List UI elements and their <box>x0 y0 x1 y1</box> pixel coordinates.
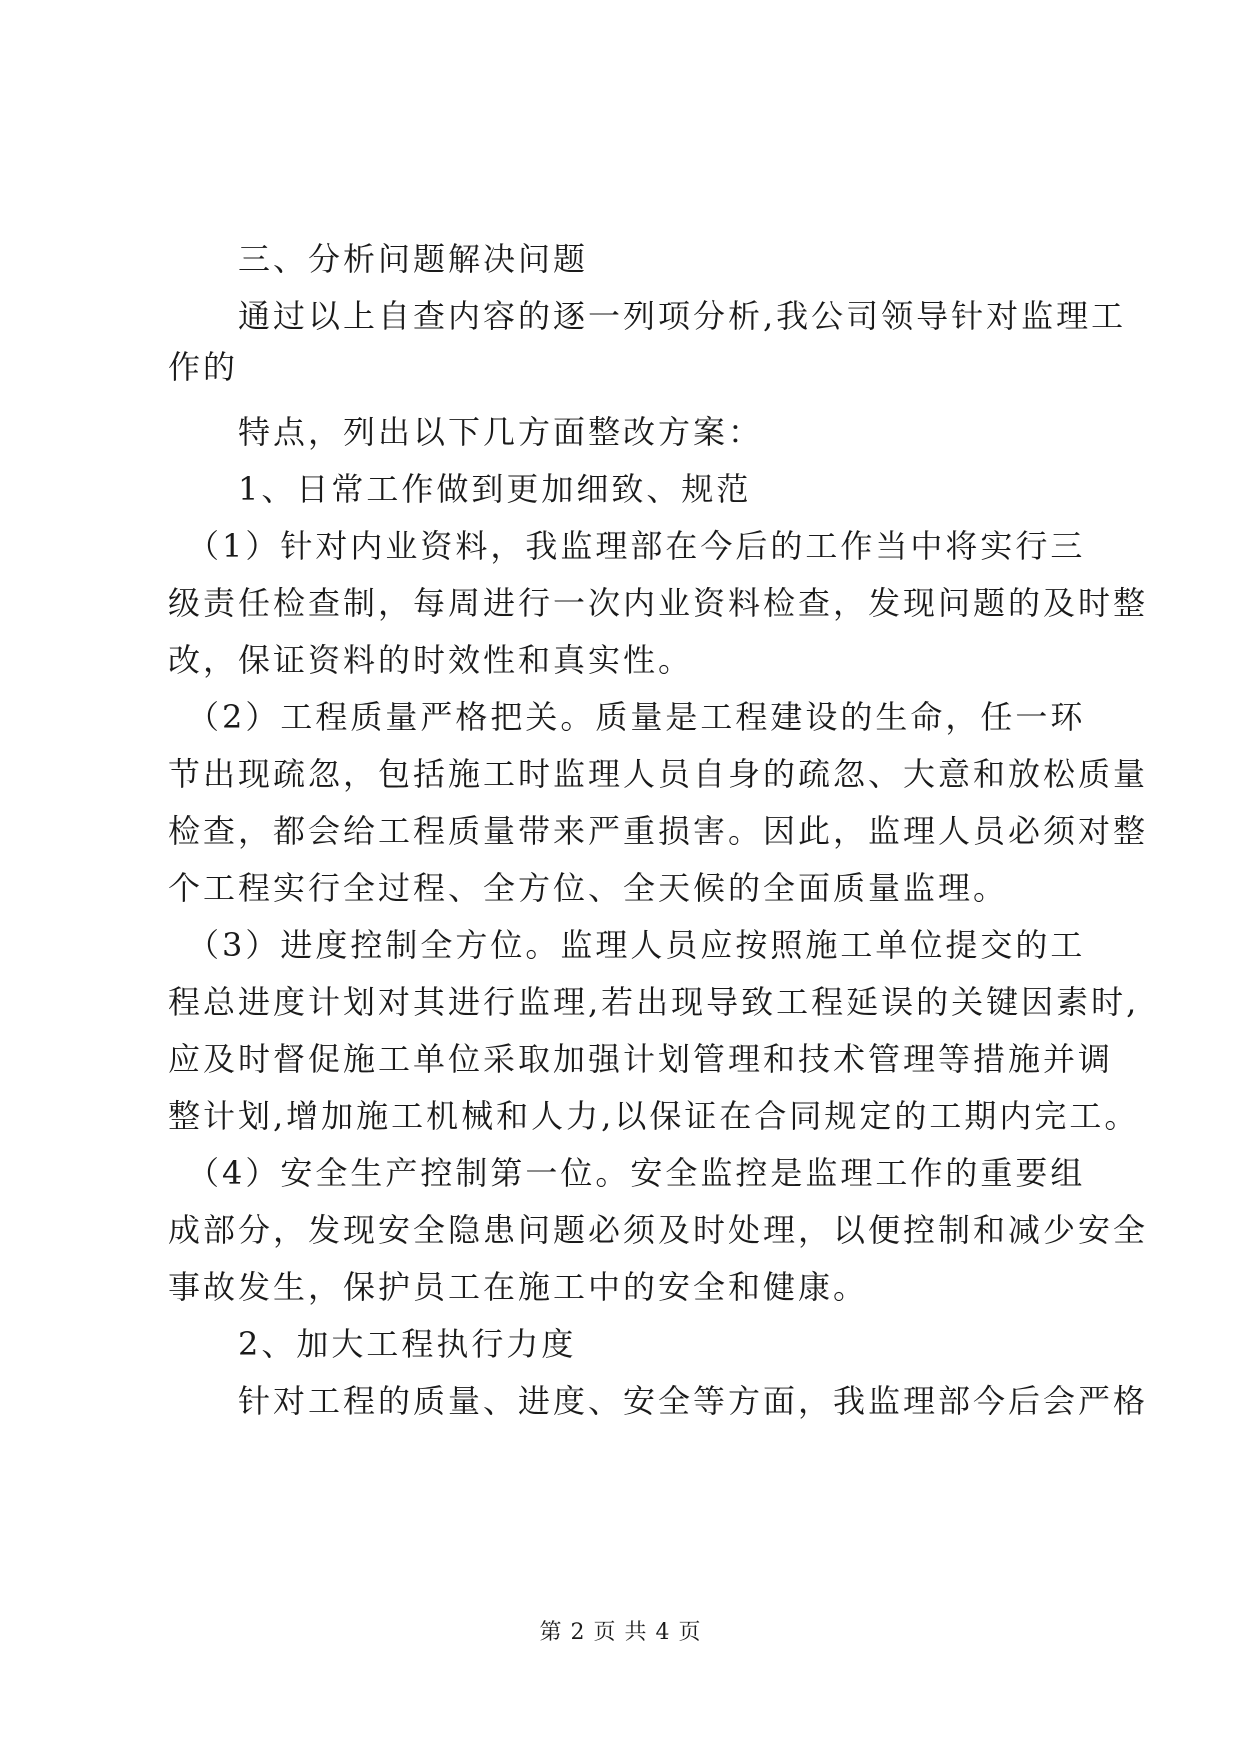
paragraph-line: 程总进度计划对其进行监理,若出现导致工程延误的关键因素时, <box>168 983 1140 1021</box>
paragraph-line: 整计划,增加施工机械和人力,以保证在合同规定的工期内完工。 <box>168 1097 1140 1135</box>
paragraph-line: 检查，都会给工程质量带来严重损害。因此，监理人员必须对整 <box>168 812 1149 850</box>
section-heading: 三、分析问题解决问题 <box>168 240 589 278</box>
paragraph-line: 特点，列出以下几方面整改方案： <box>168 413 764 451</box>
paragraph-line: 应及时督促施工单位采取加强计划管理和技术管理等措施并调 <box>168 1040 1114 1078</box>
paragraph-line: 成部分，发现安全隐患问题必须及时处理，以便控制和减少安全 <box>168 1211 1149 1249</box>
paragraph-line: 级责任检查制，每周进行一次内业资料检查，发现问题的及时整 <box>168 584 1149 622</box>
paragraph-line: 节出现疏忽，包括施工时监理人员自身的疏忽、大意和放松质量 <box>168 755 1149 793</box>
paragraph-line: （1）针对内业资料，我监理部在今后的工作当中将实行三 <box>168 527 1086 565</box>
paragraph-line: 改，保证资料的时效性和真实性。 <box>168 641 694 679</box>
paragraph-line: （3）进度控制全方位。监理人员应按照施工单位提交的工 <box>168 926 1086 964</box>
paragraph-line: （4）安全生产控制第一位。安全监控是监理工作的重要组 <box>168 1154 1086 1192</box>
paragraph-line: 通过以上自查内容的逐一列项分析,我公司领导针对监理工 <box>168 297 1127 335</box>
page-number-footer: 第 2 页 共 4 页 <box>539 1620 702 1645</box>
paragraph-line: 作的 <box>168 348 239 386</box>
list-heading: 2、加大工程执行力度 <box>168 1325 577 1363</box>
paragraph-line: 事故发生，保护员工在施工中的安全和健康。 <box>168 1268 869 1306</box>
paragraph-line: 个工程实行全过程、全方位、全天候的全面质量监理。 <box>168 869 1009 907</box>
paragraph-line: 针对工程的质量、进度、安全等方面，我监理部今后会严格 <box>168 1382 1149 1420</box>
paragraph-line: （2）工程质量严格把关。质量是工程建设的生命，任一环 <box>168 698 1086 736</box>
list-heading: 1、日常工作做到更加细致、规范 <box>168 470 752 508</box>
